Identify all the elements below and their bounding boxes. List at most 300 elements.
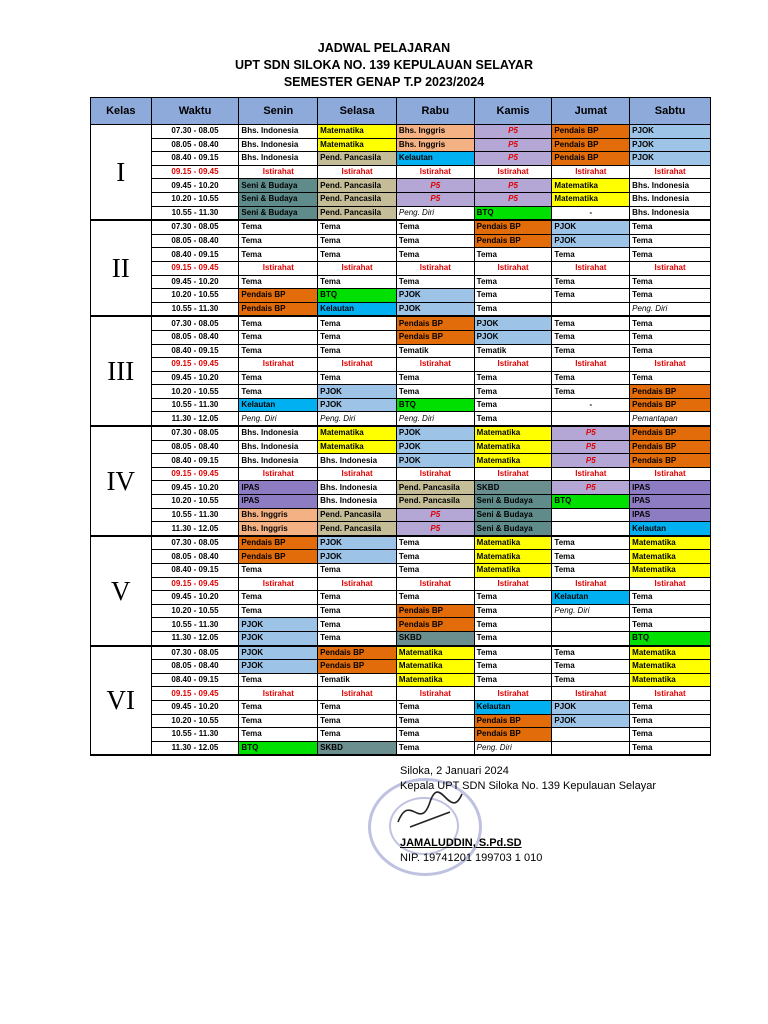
time-cell: 08.40 - 09.15 xyxy=(151,152,239,166)
header-rabu: Rabu xyxy=(396,98,474,125)
time-cell: 11.30 - 12.05 xyxy=(151,412,239,426)
subject-cell: Tema xyxy=(318,220,397,234)
subject-cell: Matematika xyxy=(318,138,397,152)
subject-cell: IPAS xyxy=(630,495,711,509)
subject-cell: Tema xyxy=(318,618,397,632)
table-row xyxy=(91,220,711,234)
table-row xyxy=(91,741,711,755)
subject-cell: Seni & Budaya xyxy=(239,179,318,193)
subject-cell: Pendais BP xyxy=(630,398,711,412)
subject-cell: Tema xyxy=(396,714,474,728)
table-row xyxy=(91,700,711,714)
subject-cell: Tema xyxy=(474,385,552,399)
subject-cell: Tema xyxy=(474,371,552,385)
subject-cell: Matematika xyxy=(474,440,552,454)
subject-cell: Tema xyxy=(239,330,318,344)
subject-cell: Tema xyxy=(474,412,552,426)
subject-cell: Bhs. Indonesia xyxy=(239,440,318,454)
subject-cell: Pendais BP xyxy=(552,138,630,152)
subject-cell: Seni & Budaya xyxy=(474,508,552,522)
subject-cell: Tema xyxy=(396,741,474,755)
subject-cell: SKBD xyxy=(318,741,397,755)
subject-cell: Pemantapan xyxy=(630,412,711,426)
subject-cell xyxy=(552,618,630,632)
subject-cell: Pendais BP xyxy=(630,454,711,468)
subject-cell: PJOK xyxy=(396,440,474,454)
time-cell: 08.05 - 08.40 xyxy=(151,330,239,344)
time-cell: 09.15 - 09.45 xyxy=(151,261,239,275)
table-row xyxy=(91,248,711,262)
subject-cell: Tema xyxy=(239,714,318,728)
subject-cell: Tema xyxy=(630,714,711,728)
subject-cell: BTQ xyxy=(552,495,630,509)
time-cell: 08.05 - 08.40 xyxy=(151,550,239,564)
subject-cell: Tema xyxy=(239,700,318,714)
subject-cell: Matematika xyxy=(474,564,552,578)
subject-cell: Bhs. Indonesia xyxy=(630,179,711,193)
table-row xyxy=(91,604,711,618)
subject-cell: Bhs. Inggris xyxy=(396,125,474,139)
time-cell: 09.45 - 10.20 xyxy=(151,275,239,289)
subject-cell: Tema xyxy=(630,371,711,385)
time-cell: 08.40 - 09.15 xyxy=(151,248,239,262)
time-cell: 09.15 - 09.45 xyxy=(151,577,239,591)
subject-cell: Tema xyxy=(318,564,397,578)
subject-cell: P5 xyxy=(474,125,552,139)
header-jumat: Jumat xyxy=(552,98,630,125)
table-row xyxy=(91,412,711,426)
subject-cell: Pendais BP xyxy=(396,330,474,344)
table-row xyxy=(91,508,711,522)
subject-cell: Bhs. Indonesia xyxy=(630,192,711,206)
subject-cell: PJOK xyxy=(552,234,630,248)
subject-cell: PJOK xyxy=(396,289,474,303)
subject-cell: Matematika xyxy=(630,550,711,564)
table-row xyxy=(91,631,711,645)
subject-cell: Pend. Pancasila xyxy=(318,192,397,206)
table-row xyxy=(91,234,711,248)
header-senin: Senin xyxy=(239,98,318,125)
subject-cell: Tema xyxy=(474,275,552,289)
subject-cell: Pend. Pancasila xyxy=(318,508,397,522)
table-row xyxy=(91,275,711,289)
subject-cell: Tema xyxy=(474,302,552,316)
subject-cell: PJOK xyxy=(630,125,711,139)
subject-cell: P5 xyxy=(552,481,630,495)
subject-cell: BTQ xyxy=(318,289,397,303)
subject-cell: Matematika xyxy=(396,673,474,687)
table-row xyxy=(91,138,711,152)
subject-cell: Tema xyxy=(239,234,318,248)
subject-cell: Tema xyxy=(474,398,552,412)
header-sabtu: Sabtu xyxy=(630,98,711,125)
subject-cell: Tema xyxy=(552,564,630,578)
subject-cell: P5 xyxy=(474,152,552,166)
subject-cell: Bhs. Indonesia xyxy=(318,481,397,495)
subject-cell: Tema xyxy=(318,330,397,344)
subject-cell: Tema xyxy=(239,385,318,399)
subject-cell: Tema xyxy=(318,631,397,645)
time-cell: 11.30 - 12.05 xyxy=(151,741,239,755)
subject-cell: Tema xyxy=(396,591,474,605)
subject-cell: PJOK xyxy=(396,454,474,468)
time-cell: 10.55 - 11.30 xyxy=(151,206,239,220)
table-row xyxy=(91,330,711,344)
time-cell: 07.30 - 08.05 xyxy=(151,125,239,139)
subject-cell: Pendais BP xyxy=(239,289,318,303)
time-cell: 11.30 - 12.05 xyxy=(151,522,239,536)
time-cell: 08.40 - 09.15 xyxy=(151,673,239,687)
subject-cell: Tema xyxy=(630,289,711,303)
subject-cell: Pend. Pancasila xyxy=(396,495,474,509)
subject-cell: Matematika xyxy=(630,564,711,578)
table-row xyxy=(91,536,711,550)
subject-cell: Tema xyxy=(396,234,474,248)
subject-cell: Matematika xyxy=(552,179,630,193)
subject-cell: Pend. Pancasila xyxy=(318,179,397,193)
subject-cell: Istirahat xyxy=(239,165,318,179)
subject-cell: Tema xyxy=(630,604,711,618)
subject-cell: Pendais BP xyxy=(239,302,318,316)
subject-cell: IPAS xyxy=(239,481,318,495)
subject-cell: Tema xyxy=(630,330,711,344)
subject-cell: Tema xyxy=(239,220,318,234)
subject-cell: Tematik xyxy=(318,673,397,687)
subject-cell: Tema xyxy=(239,564,318,578)
subject-cell: PJOK xyxy=(239,646,318,660)
signer-nip: NIP. 19741201 199703 1 010 xyxy=(400,852,543,864)
document-title-block xyxy=(0,40,768,91)
subject-cell: Bhs. Inggris xyxy=(396,138,474,152)
subject-cell: Istirahat xyxy=(552,687,630,701)
subject-cell: P5 xyxy=(474,138,552,152)
table-row xyxy=(91,289,711,303)
subject-cell: Tema xyxy=(396,385,474,399)
subject-cell: Tema xyxy=(239,604,318,618)
subject-cell: Matematika xyxy=(474,536,552,550)
subject-cell: Istirahat xyxy=(474,577,552,591)
subject-cell: Tema xyxy=(630,741,711,755)
table-row xyxy=(91,467,711,481)
subject-cell: Matematika xyxy=(396,660,474,674)
subject-cell: Pendais BP xyxy=(552,152,630,166)
subject-cell: PJOK xyxy=(552,220,630,234)
subject-cell: PJOK xyxy=(552,714,630,728)
subject-cell: Istirahat xyxy=(239,467,318,481)
subject-cell: Pendais BP xyxy=(474,714,552,728)
subject-cell: Istirahat xyxy=(630,577,711,591)
subject-cell: Tema xyxy=(630,234,711,248)
signer-position: Kepala UPT SDN Siloka No. 139 Kepulauan Selayar xyxy=(400,780,657,792)
subject-cell: Matematika xyxy=(318,426,397,440)
table-row xyxy=(91,550,711,564)
subject-cell: Istirahat xyxy=(630,165,711,179)
subject-cell: Tema xyxy=(552,385,630,399)
subject-cell: Tema xyxy=(396,248,474,262)
subject-cell: Kelautan xyxy=(239,398,318,412)
subject-cell: Istirahat xyxy=(239,687,318,701)
subject-cell: Tema xyxy=(396,564,474,578)
table-row xyxy=(91,673,711,687)
subject-cell: Matematika xyxy=(318,125,397,139)
signer-name: JAMALUDDIN, S.Pd.SD xyxy=(400,837,522,849)
subject-cell: P5 xyxy=(474,179,552,193)
subject-cell: PJOK xyxy=(552,700,630,714)
subject-cell: Peng. Diri xyxy=(396,412,474,426)
subject-cell: Peng. Diri xyxy=(396,206,474,220)
subject-cell: Matematika xyxy=(630,673,711,687)
subject-cell: Istirahat xyxy=(396,261,474,275)
header-waktu: Waktu xyxy=(151,98,239,125)
subject-cell: Kelautan xyxy=(630,522,711,536)
subject-cell: Tema xyxy=(630,700,711,714)
subject-cell: Tema xyxy=(318,248,397,262)
table-row xyxy=(91,646,711,660)
subject-cell: Bhs. Indonesia xyxy=(630,206,711,220)
subject-cell xyxy=(552,728,630,742)
subject-cell: Tematik xyxy=(474,344,552,358)
header-kelas: Kelas xyxy=(91,98,152,125)
kelas-cell: II xyxy=(91,220,152,316)
table-row xyxy=(91,206,711,220)
subject-cell: Pendais BP xyxy=(474,728,552,742)
subject-cell: Istirahat xyxy=(318,261,397,275)
subject-cell: Matematika xyxy=(474,426,552,440)
subject-cell: P5 xyxy=(552,440,630,454)
table-row xyxy=(91,302,711,316)
subject-cell: Tema xyxy=(552,289,630,303)
subject-cell: Istirahat xyxy=(630,687,711,701)
subject-cell: BTQ xyxy=(396,398,474,412)
subject-cell: Matematika xyxy=(552,192,630,206)
table-row xyxy=(91,316,711,330)
subject-cell: Tema xyxy=(552,371,630,385)
table-row xyxy=(91,192,711,206)
time-cell: 11.30 - 12.05 xyxy=(151,631,239,645)
table-row xyxy=(91,577,711,591)
subject-cell: Tema xyxy=(318,344,397,358)
subject-cell: P5 xyxy=(396,192,474,206)
subject-cell: Tema xyxy=(474,673,552,687)
subject-cell: Istirahat xyxy=(396,687,474,701)
subject-cell: Tema xyxy=(630,316,711,330)
table-row xyxy=(91,660,711,674)
subject-cell: Pend. Pancasila xyxy=(318,522,397,536)
subject-cell: Bhs. Indonesia xyxy=(318,495,397,509)
subject-cell: Kelautan xyxy=(552,591,630,605)
subject-cell: Istirahat xyxy=(396,165,474,179)
subject-cell: PJOK xyxy=(239,631,318,645)
subject-cell: Tema xyxy=(474,631,552,645)
subject-cell: Kelautan xyxy=(396,152,474,166)
header-kamis: Kamis xyxy=(474,98,552,125)
subject-cell: Tema xyxy=(474,248,552,262)
kelas-cell: V xyxy=(91,536,152,646)
schedule-body xyxy=(91,125,711,756)
subject-cell: Istirahat xyxy=(474,687,552,701)
subject-cell: Pendais BP xyxy=(630,440,711,454)
subject-cell: Tema xyxy=(552,316,630,330)
time-cell: 10.20 - 10.55 xyxy=(151,495,239,509)
subject-cell: Bhs. Inggris xyxy=(239,522,318,536)
subject-cell: Seni & Budaya xyxy=(239,192,318,206)
table-row xyxy=(91,371,711,385)
subject-cell: - xyxy=(552,206,630,220)
subject-cell: PJOK xyxy=(396,426,474,440)
table-row xyxy=(91,440,711,454)
subject-cell: P5 xyxy=(396,508,474,522)
time-cell: 09.45 - 10.20 xyxy=(151,700,239,714)
table-row xyxy=(91,454,711,468)
table-row xyxy=(91,165,711,179)
subject-cell: Istirahat xyxy=(239,577,318,591)
time-cell: 10.55 - 11.30 xyxy=(151,728,239,742)
subject-cell: SKBD xyxy=(474,481,552,495)
subject-cell: Tema xyxy=(474,591,552,605)
subject-cell: Tema xyxy=(474,618,552,632)
subject-cell: Seni & Budaya xyxy=(474,522,552,536)
subject-cell xyxy=(552,631,630,645)
subject-cell: Istirahat xyxy=(474,467,552,481)
subject-cell: PJOK xyxy=(396,302,474,316)
table-row xyxy=(91,714,711,728)
time-cell: 09.45 - 10.20 xyxy=(151,179,239,193)
subject-cell: Tema xyxy=(630,618,711,632)
subject-cell: PJOK xyxy=(630,152,711,166)
subject-cell: Tema xyxy=(396,275,474,289)
time-cell: 10.20 - 10.55 xyxy=(151,604,239,618)
subject-cell: Tema xyxy=(396,700,474,714)
subject-cell: Tema xyxy=(318,714,397,728)
subject-cell: Istirahat xyxy=(318,358,397,372)
subject-cell: IPAS xyxy=(630,481,711,495)
time-cell: 07.30 - 08.05 xyxy=(151,536,239,550)
time-cell: 10.55 - 11.30 xyxy=(151,618,239,632)
subject-cell: PJOK xyxy=(474,316,552,330)
subject-cell: Tema xyxy=(552,646,630,660)
subject-cell: Matematika xyxy=(474,550,552,564)
time-cell: 07.30 - 08.05 xyxy=(151,426,239,440)
subject-cell: Istirahat xyxy=(396,577,474,591)
subject-cell: Tema xyxy=(552,344,630,358)
subject-cell: Tema xyxy=(474,646,552,660)
subject-cell: Tema xyxy=(318,275,397,289)
subject-cell: Tema xyxy=(239,248,318,262)
subject-cell: Pendais BP xyxy=(239,536,318,550)
time-cell: 09.45 - 10.20 xyxy=(151,481,239,495)
subject-cell: Seni & Budaya xyxy=(239,206,318,220)
subject-cell: Istirahat xyxy=(552,358,630,372)
time-cell: 10.20 - 10.55 xyxy=(151,192,239,206)
kelas-cell: IV xyxy=(91,426,152,536)
subject-cell: Tema xyxy=(552,536,630,550)
table-row xyxy=(91,522,711,536)
subject-cell: Tema xyxy=(396,536,474,550)
subject-cell: Pendais BP xyxy=(552,125,630,139)
time-cell: 09.15 - 09.45 xyxy=(151,467,239,481)
subject-cell: Pendais BP xyxy=(318,646,397,660)
subject-cell: Tema xyxy=(318,371,397,385)
time-cell: 09.15 - 09.45 xyxy=(151,687,239,701)
subject-cell: Istirahat xyxy=(318,467,397,481)
subject-cell: Pend. Pancasila xyxy=(318,206,397,220)
time-cell: 08.40 - 09.15 xyxy=(151,344,239,358)
time-cell: 10.55 - 11.30 xyxy=(151,508,239,522)
subject-cell: Pendais BP xyxy=(239,550,318,564)
subject-cell: Tema xyxy=(552,248,630,262)
table-row xyxy=(91,495,711,509)
subject-cell: PJOK xyxy=(239,660,318,674)
subject-cell: Pendais BP xyxy=(630,426,711,440)
table-row xyxy=(91,618,711,632)
subject-cell: Pendais BP xyxy=(474,234,552,248)
table-row xyxy=(91,426,711,440)
subject-cell: Istirahat xyxy=(630,467,711,481)
subject-cell: Peng. Diri xyxy=(474,741,552,755)
subject-cell: PJOK xyxy=(630,138,711,152)
subject-cell: Tema xyxy=(318,591,397,605)
subject-cell: Bhs. Indonesia xyxy=(239,426,318,440)
subject-cell: Istirahat xyxy=(552,261,630,275)
subject-cell: Istirahat xyxy=(552,577,630,591)
time-cell: 09.45 - 10.20 xyxy=(151,591,239,605)
subject-cell: Bhs. Indonesia xyxy=(239,138,318,152)
subject-cell: Istirahat xyxy=(552,467,630,481)
time-cell: 10.20 - 10.55 xyxy=(151,385,239,399)
subject-cell: Seni & Budaya xyxy=(474,495,552,509)
subject-cell: IPAS xyxy=(239,495,318,509)
subject-cell: Tema xyxy=(552,660,630,674)
header-selasa: Selasa xyxy=(318,98,397,125)
subject-cell: Pend. Pancasila xyxy=(318,152,397,166)
subject-cell: Tema xyxy=(552,275,630,289)
place-date: Siloka, 2 Januari 2024 xyxy=(400,765,509,777)
subject-cell: Bhs. Indonesia xyxy=(239,152,318,166)
subject-cell: Tema xyxy=(630,248,711,262)
subject-cell: Tema xyxy=(239,344,318,358)
subject-cell: BTQ xyxy=(474,206,552,220)
time-cell: 08.05 - 08.40 xyxy=(151,234,239,248)
subject-cell: BTQ xyxy=(630,631,711,645)
subject-cell: Istirahat xyxy=(318,165,397,179)
subject-cell: Kelautan xyxy=(318,302,397,316)
subject-cell: Tema xyxy=(630,728,711,742)
time-cell: 10.20 - 10.55 xyxy=(151,289,239,303)
time-cell: 07.30 - 08.05 xyxy=(151,646,239,660)
subject-cell: Tema xyxy=(474,604,552,618)
subject-cell: Istirahat xyxy=(318,577,397,591)
table-row xyxy=(91,344,711,358)
subject-cell: Tema xyxy=(552,330,630,344)
subject-cell: Tema xyxy=(552,673,630,687)
subject-cell: Matematika xyxy=(630,646,711,660)
table-row xyxy=(91,398,711,412)
time-cell: 10.20 - 10.55 xyxy=(151,714,239,728)
subject-cell: Pendais BP xyxy=(630,385,711,399)
table-row xyxy=(91,179,711,193)
subject-cell: Istirahat xyxy=(396,358,474,372)
subject-cell xyxy=(552,508,630,522)
subject-cell: IPAS xyxy=(630,508,711,522)
time-cell: 09.15 - 09.45 xyxy=(151,358,239,372)
subject-cell: Peng. Diri xyxy=(630,302,711,316)
subject-cell: Tema xyxy=(318,728,397,742)
subject-cell: Pendais BP xyxy=(396,604,474,618)
kelas-cell: III xyxy=(91,316,152,426)
subject-cell: Tema xyxy=(239,728,318,742)
schedule-table xyxy=(90,97,711,756)
subject-cell: Peng. Diri xyxy=(318,412,397,426)
